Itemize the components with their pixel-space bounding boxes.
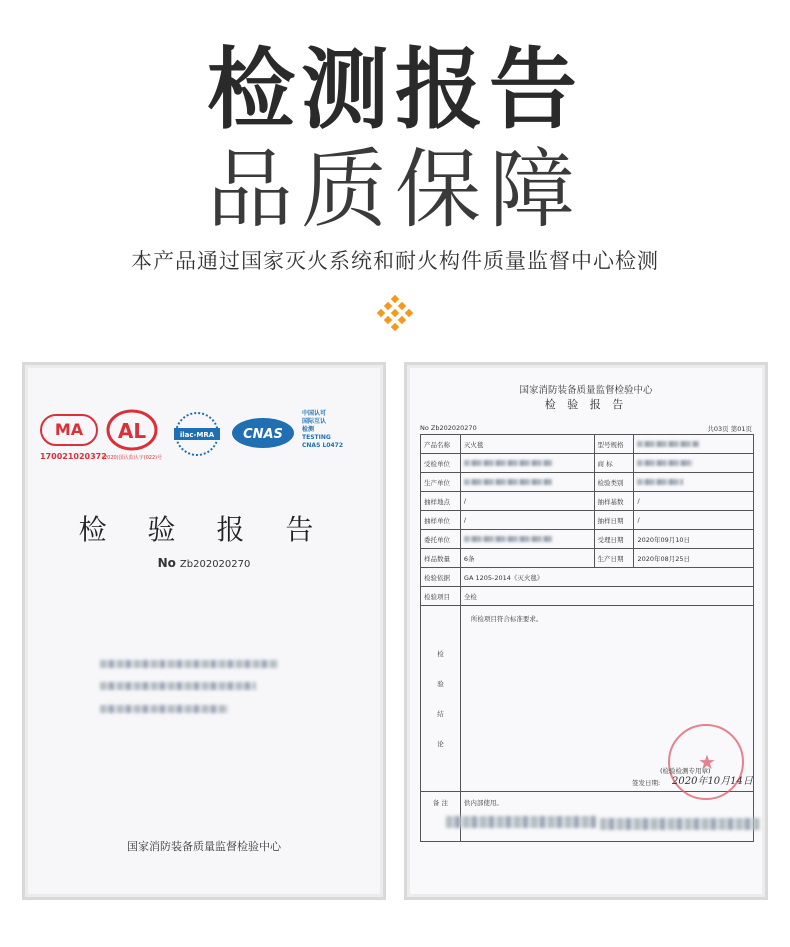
decoration-dot bbox=[384, 316, 392, 324]
table-cell: 检验项目 bbox=[421, 587, 461, 606]
cnas-line: TESTING bbox=[302, 434, 331, 441]
table-row bbox=[421, 454, 754, 473]
official-seal-icon bbox=[668, 724, 744, 800]
table-cell bbox=[460, 473, 594, 492]
report-cover-panel bbox=[22, 362, 386, 900]
redacted-text bbox=[100, 705, 228, 713]
redacted-text bbox=[600, 818, 760, 830]
orange-diamond-dots-icon bbox=[378, 296, 412, 330]
cma-logo-text: MA bbox=[54, 420, 84, 439]
report-cover-sheet bbox=[28, 368, 380, 894]
redacted-text bbox=[464, 536, 552, 542]
redacted-text bbox=[446, 816, 596, 828]
table-cell: 委托单位 bbox=[421, 530, 461, 549]
decoration-dot bbox=[391, 309, 399, 317]
table-cell: / bbox=[634, 511, 754, 530]
ilac-logo-text: ilac-MRA bbox=[179, 431, 215, 439]
table-cell: 商 标 bbox=[594, 454, 634, 473]
report-organization: 国家消防装备质量监督检验中心 bbox=[519, 385, 653, 396]
cal-caption: (2020)国认监认字(022)号 bbox=[102, 455, 163, 461]
seal-caption: (检验检测专用章) bbox=[660, 767, 711, 775]
decoration-dot bbox=[384, 302, 392, 310]
redacted-text bbox=[464, 479, 552, 485]
cma-number: 170021020372 bbox=[40, 452, 107, 461]
report-detail-sheet bbox=[410, 368, 762, 894]
conclusion-char: 验 bbox=[437, 679, 444, 688]
redacted-text bbox=[637, 479, 683, 485]
report-detail-panel bbox=[404, 362, 768, 900]
cnas-logo-text: CNAS bbox=[243, 427, 283, 442]
sign-date-label: 签发日期: bbox=[632, 779, 661, 787]
cnas-logo-icon bbox=[230, 416, 296, 450]
table-row bbox=[421, 530, 754, 549]
table-cell bbox=[460, 530, 594, 549]
table-cell: 抽样地点 bbox=[421, 492, 461, 511]
cma-logo-icon bbox=[40, 414, 98, 446]
redacted-text bbox=[464, 460, 552, 466]
cnas-line: CNAS L0472 bbox=[302, 442, 344, 449]
report-number: No Zb202020270 bbox=[420, 424, 477, 432]
redacted-text bbox=[100, 682, 256, 690]
cnas-side-text bbox=[302, 410, 343, 450]
table-row bbox=[421, 435, 754, 454]
table-cell: GA 1205-2014《灭火毯》 bbox=[460, 568, 753, 587]
table-cell: 检验依据 bbox=[421, 568, 461, 587]
conclusion-char: 论 bbox=[437, 739, 444, 748]
cnas-line: 中国认可 bbox=[302, 410, 327, 417]
redacted-text bbox=[637, 441, 699, 447]
table-cell: 产品名称 bbox=[421, 435, 461, 454]
table-cell: 抽样基数 bbox=[594, 492, 634, 511]
table-cell: 灭火毯 bbox=[460, 435, 594, 454]
table-cell: 检验类别 bbox=[594, 473, 634, 492]
table-cell bbox=[634, 454, 754, 473]
table-row bbox=[421, 549, 754, 568]
cnas-line: 国际互认 bbox=[302, 418, 327, 425]
conclusion-text: 所检项目符合标准要求。 bbox=[470, 615, 543, 623]
conclusion-label bbox=[421, 606, 461, 792]
cnas-line: 检测 bbox=[302, 426, 315, 433]
seal-star-icon: ★ bbox=[698, 750, 716, 774]
table-cell bbox=[634, 435, 754, 454]
ilac-mra-logo-icon bbox=[170, 410, 224, 458]
table-cell bbox=[634, 473, 754, 492]
page-subtitle: 品质保障 bbox=[207, 140, 583, 240]
table-cell: 抽样单位 bbox=[421, 511, 461, 530]
table-row bbox=[421, 568, 754, 587]
redacted-text bbox=[100, 660, 278, 668]
decoration-dot bbox=[377, 309, 385, 317]
redacted-text bbox=[637, 460, 693, 466]
table-cell: 型号规格 bbox=[594, 435, 634, 454]
cover-title: 检 验 报 告 bbox=[78, 513, 330, 546]
table-cell: 生产单位 bbox=[421, 473, 461, 492]
table-cell: / bbox=[634, 492, 754, 511]
decoration-dot bbox=[391, 323, 399, 331]
table-row bbox=[421, 587, 754, 606]
table-cell: 备 注 bbox=[421, 792, 461, 842]
page-title: 检测报告 bbox=[206, 38, 583, 141]
decoration-dot bbox=[398, 316, 406, 324]
table-row bbox=[421, 492, 754, 511]
number-prefix: No bbox=[157, 556, 176, 570]
conclusion-char: 结 bbox=[437, 709, 444, 718]
report-title: 检 验 报 告 bbox=[544, 398, 628, 411]
cal-logo-icon bbox=[106, 408, 158, 452]
number-value: Zb202020270 bbox=[179, 559, 251, 570]
report-page-count: 共03页 第01页 bbox=[707, 425, 752, 433]
cal-logo-text: AL bbox=[117, 419, 147, 443]
table-cell: 样品数量 bbox=[421, 549, 461, 568]
table-cell: 2020年09月10日 bbox=[634, 530, 754, 549]
cover-report-number bbox=[28, 556, 380, 570]
table-cell: 抽样日期 bbox=[594, 511, 634, 530]
table-row bbox=[421, 511, 754, 530]
table-cell: 供内部使用。 bbox=[460, 792, 753, 842]
certification-logos bbox=[40, 408, 370, 468]
decoration-dot bbox=[391, 295, 399, 303]
decoration-dot bbox=[398, 302, 406, 310]
decoration-dot bbox=[405, 309, 413, 317]
table-cell: 全检 bbox=[460, 587, 753, 606]
table-cell: / bbox=[460, 492, 594, 511]
table-cell bbox=[460, 454, 594, 473]
table-row bbox=[421, 473, 754, 492]
table-cell: 生产日期 bbox=[594, 549, 634, 568]
table-cell: 受检单位 bbox=[421, 454, 461, 473]
handwritten-date-signature: 2020年10月14日 bbox=[672, 776, 753, 787]
table-cell: 受理日期 bbox=[594, 530, 634, 549]
cover-organization: 国家消防装备质量监督检验中心 bbox=[127, 840, 281, 853]
table-cell: / bbox=[460, 511, 594, 530]
conclusion-char: 检 bbox=[437, 649, 444, 658]
page-description: 本产品通过国家灭火系统和耐火构件质量监督中心检测 bbox=[131, 249, 659, 273]
table-cell: 6条 bbox=[460, 549, 594, 568]
table-cell: 2020年08月25日 bbox=[634, 549, 754, 568]
